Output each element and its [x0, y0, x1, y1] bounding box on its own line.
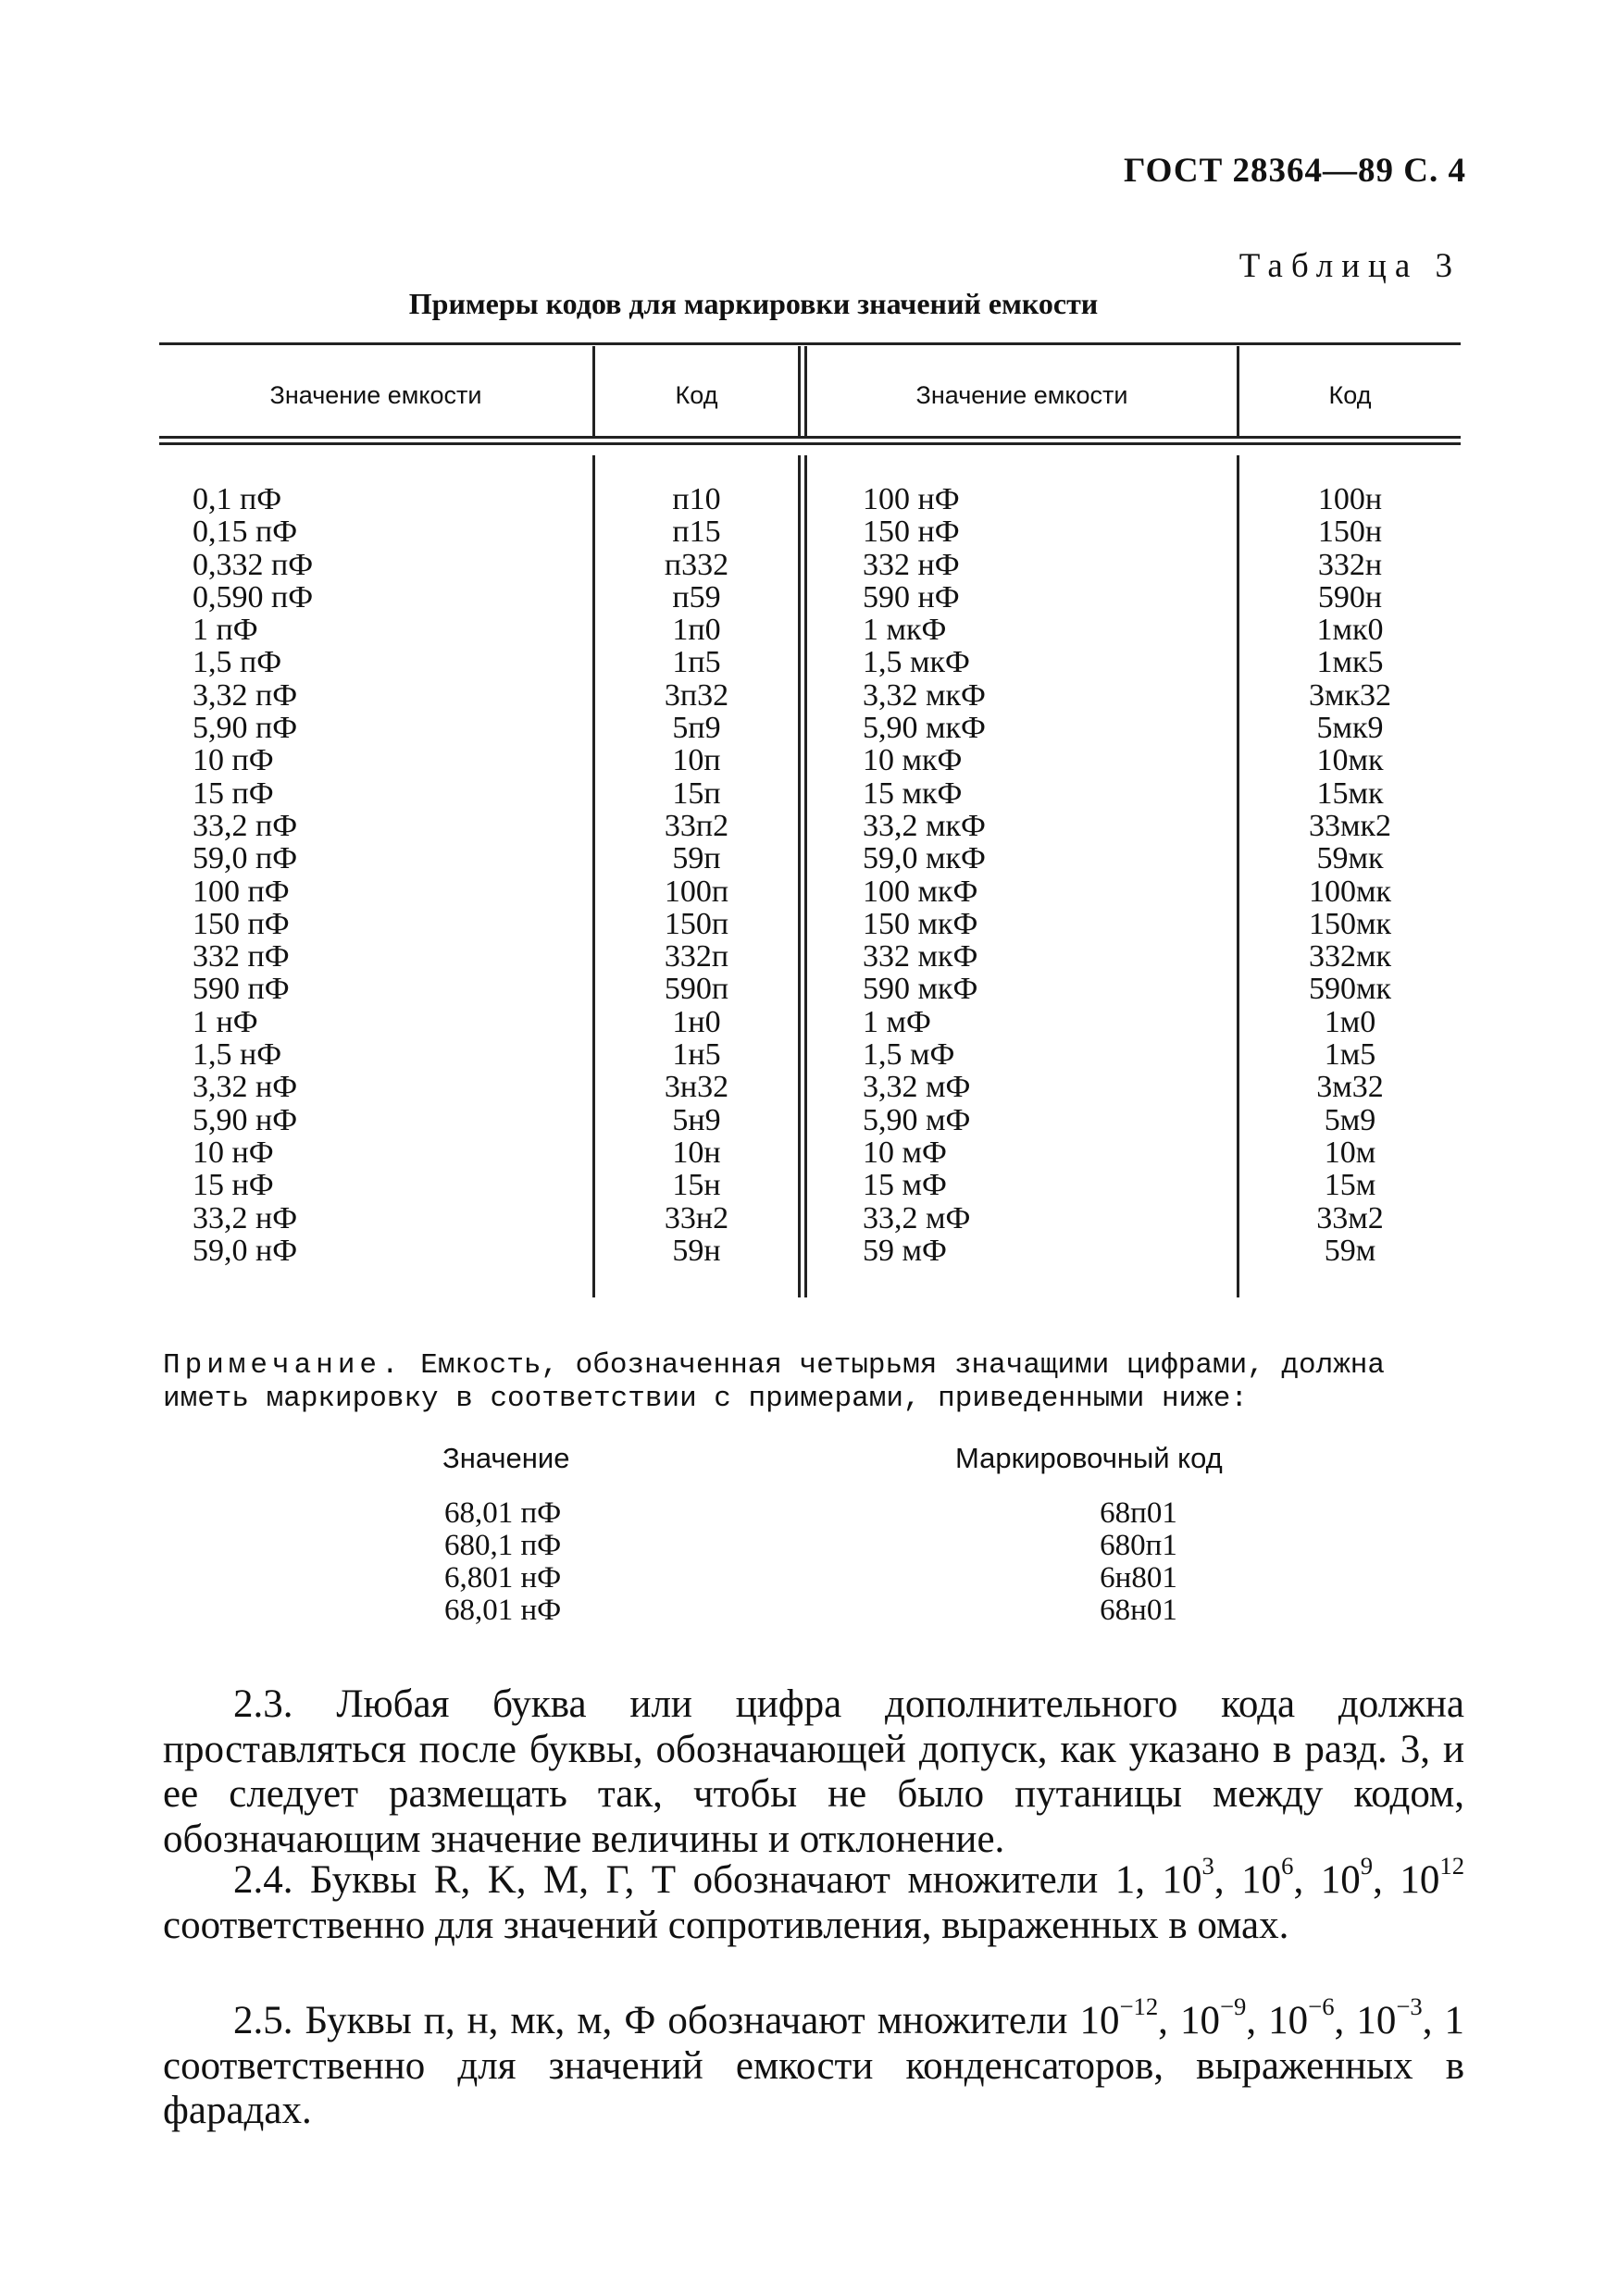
- example-codes: [1018, 1497, 1259, 1627]
- example-values: [444, 1497, 722, 1627]
- example-code: 680п1: [1100, 1529, 1177, 1562]
- table-cell-value: 590 пФ: [193, 972, 290, 1007]
- table-cell-value: 5,90 пФ: [193, 711, 298, 746]
- table-cell-code: 33н2: [664, 1200, 729, 1235]
- table-col-divider-2a: [798, 455, 801, 1297]
- table-cell-value: 590 нФ: [863, 579, 960, 614]
- table-cell-code: 3мк32: [1308, 677, 1392, 713]
- table-cell-value: 3,32 мФ: [863, 1070, 971, 1105]
- table-cell-value: 59 мФ: [863, 1233, 947, 1268]
- table-cell-code: 33п2: [664, 808, 729, 843]
- table-cell-code: 33мк2: [1308, 808, 1392, 843]
- table-cell-value: 15 нФ: [193, 1168, 274, 1203]
- table-cell-code: 3м32: [1316, 1070, 1384, 1105]
- table-label: Таблица 3: [1238, 247, 1461, 285]
- example-code: 6н801: [1100, 1561, 1177, 1595]
- table-cell-code: 100мк: [1308, 874, 1392, 909]
- table-cell-code: 332мк: [1308, 939, 1392, 974]
- example-header-code: Маркировочный код: [955, 1442, 1223, 1474]
- table-cell-code: 1п0: [672, 613, 721, 648]
- table-cell-value: 332 мкФ: [863, 939, 978, 974]
- table-cell-value: 5,90 нФ: [193, 1102, 298, 1137]
- table-cell-value: 5,90 мкФ: [863, 711, 986, 746]
- table-cell-value: 0,590 пФ: [193, 579, 314, 614]
- example-value: 6,801 нФ: [444, 1561, 562, 1595]
- table-cell-code: 10п: [672, 743, 721, 778]
- p25-exp-4: −3: [1396, 1992, 1423, 2021]
- table-cell-value: 100 пФ: [193, 874, 290, 909]
- note-text: Емкость, обозначенная четырьмя значащими цифрами, должна иметь маркировку в соответствии с примерами, приведенными ниже:: [163, 1349, 1386, 1415]
- table-cell-code: 3н32: [664, 1070, 729, 1105]
- table-cell-code: 59м: [1324, 1233, 1376, 1268]
- table-cell-value: 3,32 нФ: [193, 1070, 298, 1105]
- table-cell-code: п59: [672, 579, 721, 614]
- table-cell-code: 10м: [1324, 1135, 1376, 1170]
- paragraph-2-5: [163, 1992, 1465, 2134]
- table-cell-code: 150н: [1317, 515, 1383, 550]
- table-cell-value: 1 пФ: [193, 613, 258, 648]
- p24-text-1: 2.4. Буквы R, K, M, Г, Т обозначают множители 1, 10: [233, 1858, 1202, 1902]
- table-cell-value: 1,5 мкФ: [863, 645, 970, 680]
- example-code: 68п01: [1100, 1496, 1177, 1530]
- table-cell-code: 15мк: [1316, 776, 1384, 811]
- table-cell-value: 150 нФ: [863, 515, 960, 550]
- table-cell-code: 3п32: [664, 677, 729, 713]
- table-cell-code: п10: [672, 482, 721, 516]
- p24-exp-3: 9: [1360, 1852, 1374, 1880]
- table-header-value-right: Значение емкости: [915, 381, 1128, 409]
- table-cell-value: 1 мФ: [863, 1004, 931, 1039]
- table-cell-code: 1м5: [1324, 1037, 1376, 1073]
- table-cell-value: 1 мкФ: [863, 613, 947, 648]
- table-cell-code: 5н9: [672, 1102, 721, 1137]
- table-title: Примеры кодов для маркировки значений емкости: [408, 287, 1099, 320]
- table-cell-code: 590п: [664, 972, 729, 1007]
- table-column-codes-right: [1239, 483, 1461, 1267]
- table-cell-value: 5,90 мФ: [863, 1102, 971, 1137]
- table-cell-value: 1,5 мФ: [863, 1037, 955, 1073]
- table-cell-code: 59мк: [1316, 841, 1384, 876]
- paragraph-2-4: [163, 1852, 1465, 1948]
- table-col-divider-2b: [804, 455, 807, 1297]
- table-column-values-left: [193, 483, 581, 1267]
- table-cell-code: 1н0: [672, 1004, 721, 1039]
- table-cell-code: 33м2: [1316, 1200, 1384, 1235]
- table-column-values-right: [863, 483, 1233, 1267]
- table-header-rule-1: [159, 436, 1461, 439]
- table-cell-value: 1,5 пФ: [193, 645, 282, 680]
- table-note: [163, 1349, 1464, 1416]
- table-header-code-right: Код: [1328, 381, 1372, 409]
- table-col-divider-2a-head: [798, 346, 801, 437]
- table-cell-value: 33,2 мФ: [863, 1200, 971, 1235]
- table-cell-value: 1 нФ: [193, 1004, 258, 1039]
- p24-exp-4: 12: [1439, 1852, 1465, 1880]
- table-cell-code: 5мк9: [1316, 711, 1384, 746]
- table-cell-code: 150п: [664, 906, 729, 941]
- p25-exp-2: −9: [1219, 1992, 1247, 2021]
- table-cell-value: 332 пФ: [193, 939, 290, 974]
- table-cell-code: 1н5: [672, 1037, 721, 1073]
- example-code: 68н01: [1100, 1594, 1177, 1627]
- page-header: ГОСТ 28364—89 С. 4: [1124, 152, 1466, 190]
- table-cell-code: 59н: [672, 1233, 721, 1268]
- table-cell-code: 332н: [1317, 547, 1383, 582]
- table-cell-code: 59п: [672, 841, 721, 876]
- p24-text-end: соответственно для значений сопротивления, выраженных в омах.: [163, 1903, 1289, 1947]
- table-cell-code: 5м9: [1324, 1102, 1376, 1137]
- example-value: 68,01 нФ: [444, 1594, 562, 1627]
- p25-sep-2: , 10: [1246, 1999, 1309, 2042]
- table-top-rule: [159, 342, 1461, 345]
- table-cell-value: 0,332 пФ: [193, 547, 314, 582]
- p25-sep-1: , 10: [1158, 1999, 1220, 2042]
- table-header-rule-2: [159, 442, 1461, 445]
- table-header-value-left: Значение емкости: [269, 381, 482, 409]
- table-cell-value: 100 мкФ: [863, 874, 978, 909]
- table-cell-code: 332п: [664, 939, 729, 974]
- table-cell-value: 15 мФ: [863, 1168, 947, 1203]
- note-lead: Примечание.: [163, 1349, 404, 1382]
- table-cell-code: 100н: [1317, 482, 1383, 516]
- table-cell-value: 0,1 пФ: [193, 482, 282, 516]
- table-cell-code: 590н: [1317, 579, 1383, 614]
- table-cell-value: 59,0 пФ: [193, 841, 298, 876]
- example-header-value: Значение: [442, 1442, 570, 1474]
- table-cell-value: 33,2 нФ: [193, 1200, 298, 1235]
- p24-sep-2: , 10: [1293, 1858, 1361, 1902]
- table-header-code-left: Код: [675, 381, 718, 409]
- p25-text-1: 2.5. Буквы п, н, мк, м, Ф обозначают множители 10: [233, 1999, 1120, 2042]
- table-column-codes-left: [595, 483, 798, 1267]
- table-cell-value: 15 пФ: [193, 776, 274, 811]
- p25-sep-3: , 10: [1334, 1999, 1397, 2042]
- p25-exp-3: −6: [1308, 1992, 1335, 2021]
- p24-exp-1: 3: [1201, 1852, 1214, 1880]
- table-cell-code: 15п: [672, 776, 721, 811]
- table-cell-code: 1п5: [672, 645, 721, 680]
- table-cell-code: 10н: [672, 1135, 721, 1170]
- table-cell-value: 10 мкФ: [863, 743, 963, 778]
- table-cell-value: 33,2 мкФ: [863, 808, 986, 843]
- table-cell-value: 590 мкФ: [863, 972, 978, 1007]
- table-cell-code: 100п: [664, 874, 729, 909]
- table-cell-value: 15 мкФ: [863, 776, 963, 811]
- table-cell-value: 1,5 нФ: [193, 1037, 282, 1073]
- table-cell-value: 10 мФ: [863, 1135, 947, 1170]
- table-cell-code: п332: [664, 547, 729, 582]
- table-cell-code: 1мк5: [1316, 645, 1384, 680]
- table-cell-value: 332 нФ: [863, 547, 960, 582]
- p25-text-end: , 1 соответственно для значений емкости конденсаторов, выраженных в фарадах.: [163, 1999, 1465, 2132]
- table-cell-code: 150мк: [1308, 906, 1392, 941]
- table-cell-value: 150 пФ: [193, 906, 290, 941]
- table-cell-code: 5п9: [672, 711, 721, 746]
- table-cell-value: 0,15 пФ: [193, 515, 298, 550]
- table-cell-code: 15м: [1324, 1168, 1376, 1203]
- table-cell-value: 59,0 мкФ: [863, 841, 986, 876]
- table-cell-value: 100 нФ: [863, 482, 960, 516]
- table-cell-code: п15: [672, 515, 721, 550]
- table-cell-code: 1мк0: [1316, 613, 1384, 648]
- table-cell-code: 15н: [672, 1168, 721, 1203]
- table-cell-value: 33,2 пФ: [193, 808, 298, 843]
- table-cell-value: 3,32 пФ: [193, 677, 298, 713]
- p24-exp-2: 6: [1281, 1852, 1294, 1880]
- table-cell-code: 10мк: [1316, 743, 1384, 778]
- table-cell-value: 10 пФ: [193, 743, 274, 778]
- paragraph-2-3: [163, 1682, 1464, 1862]
- table-cell-value: 150 мкФ: [863, 906, 978, 941]
- example-value: 68,01 пФ: [444, 1496, 562, 1530]
- p24-sep-3: , 10: [1373, 1858, 1440, 1902]
- table-cell-code: 590мк: [1308, 972, 1392, 1007]
- table-cell-value: 10 нФ: [193, 1135, 274, 1170]
- p24-sep-1: , 10: [1214, 1858, 1282, 1902]
- paragraph-2-3-text: 2.3. Любая буква или цифра дополнительного кода должна проставляться после буквы, обозначающей допуск, как указано в разд. 3, и ее следует размещать так, чтобы не было путаницы между кодом, обозначающим значение величины и отклонение.: [163, 1682, 1464, 1861]
- table-cell-code: 1м0: [1324, 1004, 1376, 1039]
- table-cell-value: 3,32 мкФ: [863, 677, 986, 713]
- table-cell-value: 59,0 нФ: [193, 1233, 298, 1268]
- p25-exp-1: −12: [1119, 1992, 1159, 2021]
- example-value: 680,1 пФ: [444, 1529, 562, 1562]
